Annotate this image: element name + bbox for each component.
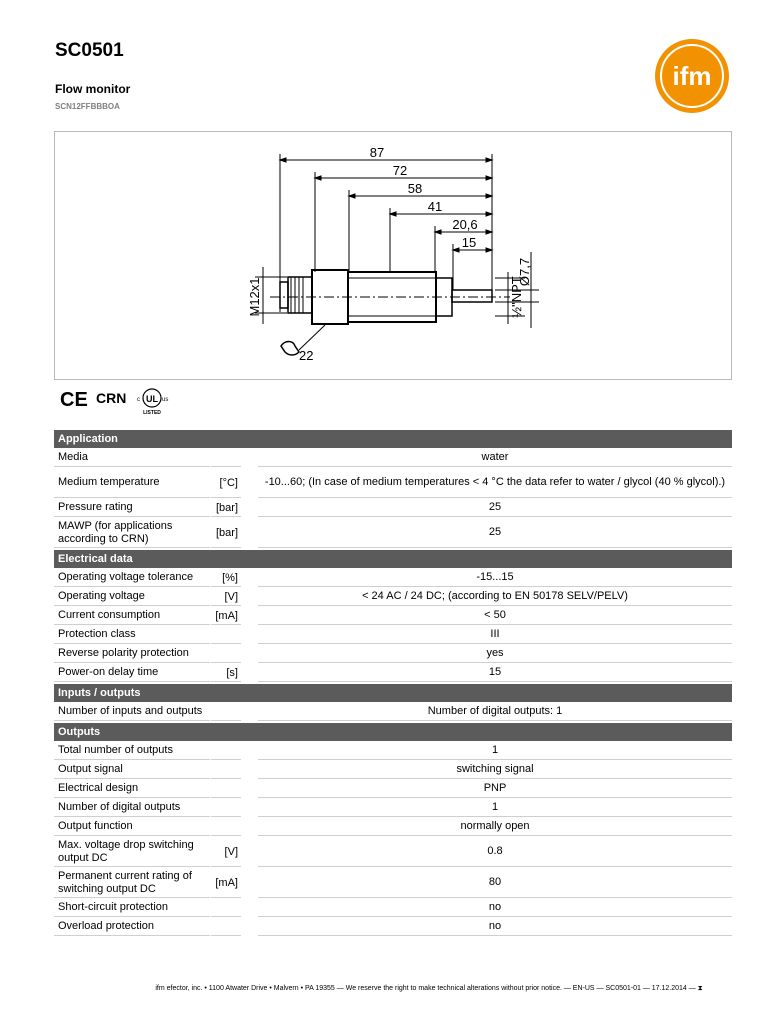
row-value: switching signal — [258, 761, 732, 779]
row-label: Number of digital outputs — [54, 799, 210, 817]
table-row — [54, 703, 732, 721]
row-value: -15...15 — [258, 569, 732, 587]
row-value: -10...60; (In case of medium temperatures < 4 °C the data refer to water / glycol (40 % glycol).) — [258, 468, 732, 498]
row-value: 1 — [258, 799, 732, 817]
table-row — [54, 499, 732, 517]
row-label: Medium temperature — [54, 468, 210, 498]
logo-text: ifm — [672, 61, 712, 91]
table-row — [54, 569, 732, 587]
section-header: Inputs / outputs — [54, 684, 732, 702]
row-label: Protection class — [54, 626, 210, 644]
row-unit: [mA] — [211, 607, 241, 625]
row-label: Reverse polarity protection — [54, 645, 210, 663]
approval-marks — [60, 386, 180, 418]
table-row — [54, 868, 732, 898]
table-row — [54, 645, 732, 663]
table-row — [54, 468, 732, 498]
row-unit — [211, 799, 241, 817]
order-code: SCN12FFBBBOA — [55, 102, 120, 111]
dim-72: 72 — [392, 163, 408, 178]
svg-text:UL: UL — [146, 394, 158, 404]
wrench-icon — [281, 342, 299, 356]
row-value: yes — [258, 645, 732, 663]
row-value: III — [258, 626, 732, 644]
svg-text:CE: CE — [60, 389, 88, 411]
dim-41: 41 — [427, 199, 443, 214]
row-value: normally open — [258, 818, 732, 836]
table-row — [54, 799, 732, 817]
product-title: SC0501 — [55, 40, 124, 61]
row-unit — [211, 626, 241, 644]
row-label: Number of inputs and outputs — [54, 703, 210, 721]
spec-table — [54, 430, 732, 936]
row-label: Output function — [54, 818, 210, 836]
row-unit — [211, 918, 241, 936]
row-label: Current consumption — [54, 607, 210, 625]
dim-thread: M12x1 — [247, 277, 262, 317]
row-value: 1 — [258, 742, 732, 760]
row-unit — [211, 761, 241, 779]
svg-text:us: us — [162, 397, 169, 403]
row-unit: [mA] — [211, 868, 241, 898]
dimension-drawing — [54, 131, 732, 380]
section-header: Application — [54, 430, 732, 448]
row-label: Operating voltage — [54, 588, 210, 606]
row-value: PNP — [258, 780, 732, 798]
row-unit: [%] — [211, 569, 241, 587]
row-unit — [211, 703, 241, 721]
table-row — [54, 607, 732, 625]
dim-15: 15 — [461, 235, 477, 250]
row-unit: [bar] — [211, 499, 241, 517]
row-unit: [V] — [211, 588, 241, 606]
row-unit — [211, 449, 241, 467]
table-row — [54, 742, 732, 760]
ifm-logo — [654, 38, 730, 114]
table-row — [54, 918, 732, 936]
row-value: < 24 AC / 24 DC; (according to EN 50178 SELV/PELV) — [258, 588, 732, 606]
dim-diameter: Ø7,7 — [517, 257, 532, 287]
section-header: Electrical data — [54, 550, 732, 568]
table-row — [54, 837, 732, 867]
row-unit — [211, 818, 241, 836]
row-unit — [211, 780, 241, 798]
row-unit: [V] — [211, 837, 241, 867]
row-label: Media — [54, 449, 210, 467]
row-value: water — [258, 449, 732, 467]
row-unit — [211, 899, 241, 917]
row-unit — [211, 742, 241, 760]
dim-87: 87 — [369, 145, 385, 160]
table-row — [54, 664, 732, 682]
row-label: Max. voltage drop switching output DC — [54, 837, 210, 867]
row-label: Output signal — [54, 761, 210, 779]
table-row — [54, 899, 732, 917]
svg-text:LISTED: LISTED — [143, 410, 161, 416]
dim-wrench: 22 — [299, 348, 314, 363]
row-label: Electrical design — [54, 780, 210, 798]
table-row — [54, 818, 732, 836]
row-label: Permanent current rating of switching output DC — [54, 868, 210, 898]
table-row — [54, 518, 732, 548]
table-row — [54, 449, 732, 467]
crn-mark: CRN — [96, 390, 127, 406]
dim-58: 58 — [407, 181, 423, 196]
row-value: no — [258, 899, 732, 917]
table-row — [54, 780, 732, 798]
row-value: < 50 — [258, 607, 732, 625]
row-unit: [°C] — [211, 468, 241, 498]
row-label: Operating voltage tolerance — [54, 569, 210, 587]
dim-20-6: 20,6 — [452, 217, 478, 232]
dim-npt: ½"NPT — [509, 276, 524, 318]
row-value: Number of digital outputs: 1 — [258, 703, 732, 721]
row-value: 25 — [258, 499, 732, 517]
row-label: Short-circuit protection — [54, 899, 210, 917]
row-label: Power-on delay time — [54, 664, 210, 682]
row-label: MAWP (for applications according to CRN) — [54, 518, 210, 548]
row-label: Overload protection — [54, 918, 210, 936]
row-value: 15 — [258, 664, 732, 682]
table-row — [54, 761, 732, 779]
ce-mark-icon — [60, 389, 88, 411]
row-unit — [211, 645, 241, 663]
footer-logo-icon: ⧗ — [697, 985, 703, 992]
row-label: Pressure rating — [54, 499, 210, 517]
row-value: 0.8 — [258, 837, 732, 867]
ul-listed-icon — [137, 389, 168, 416]
footer-text: ifm efector, inc. • 1100 Atwater Drive • Malvern • PA 19355 — We reserve the right to make technical alterations without prior notice. — EN-US — SC0501-01 — 17.12.2014 — — [155, 985, 698, 992]
footer — [0, 985, 768, 993]
row-label: Total number of outputs — [54, 742, 210, 760]
row-unit: [s] — [211, 664, 241, 682]
row-unit: [bar] — [211, 518, 241, 548]
row-value: no — [258, 918, 732, 936]
product-subtitle: Flow monitor — [55, 82, 131, 96]
row-value: 80 — [258, 868, 732, 898]
table-row — [54, 626, 732, 644]
section-header: Outputs — [54, 723, 732, 741]
svg-text:c: c — [137, 397, 140, 403]
table-row — [54, 588, 732, 606]
row-value: 25 — [258, 518, 732, 548]
